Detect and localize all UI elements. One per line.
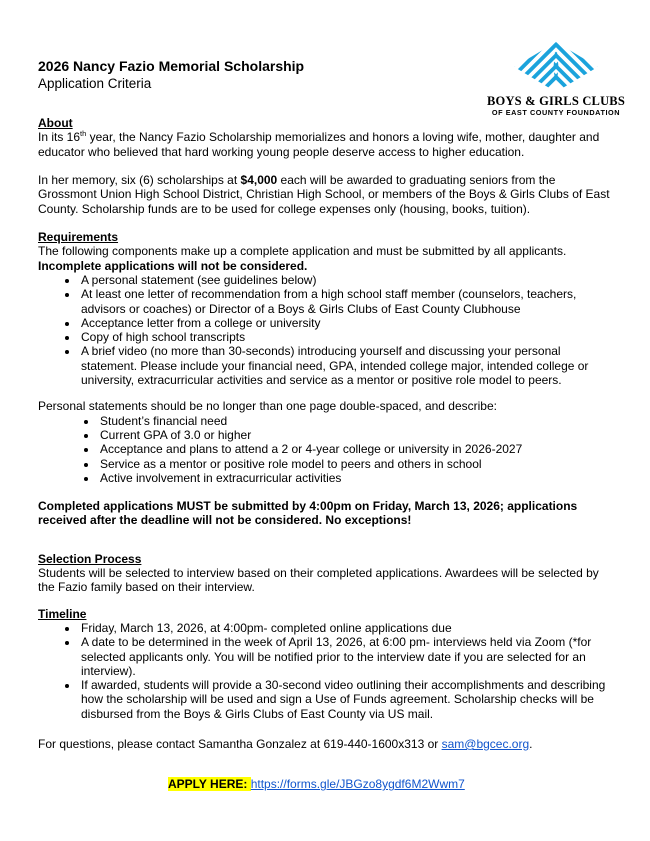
personal-statement-item: • Acceptance and plans to attend a 2 or 4-year college or university in 2026-2027 — [98, 442, 612, 456]
logo-org-tagline: OF EAST COUNTY FOUNDATION — [491, 108, 621, 117]
timeline-heading: Timeline — [38, 606, 87, 621]
org-logo — [486, 42, 626, 118]
contact-line — [38, 737, 612, 751]
timeline-list — [38, 621, 612, 721]
timeline-item: • If awarded, students will provide a 30-second video outlining their accomplishments and describing how the scholarship will be used and sign a Use of Funds agreement. Scholarship checks will be disbursed from the Boys & Girls Clubs of East County via US mail. — [79, 678, 612, 721]
timeline-item: • A date to be determined in the week of April 13, 2026, at 6:00 pm- interviews held via Zoom (*for selected applicants only. You will be notified prior to the interview date if you are selected for an interview). — [79, 635, 612, 678]
logo-org-name: BOYS & GIRLS CLUBS — [486, 94, 625, 108]
apply-line — [38, 777, 612, 791]
section-about — [38, 116, 612, 216]
document-header — [38, 58, 625, 117]
personal-statement-item: • Student’s financial need — [98, 414, 612, 428]
text-run: In her memory, six (6) scholarships at — [38, 173, 241, 188]
personal-statement-intro: Personal statements should be no longer than one page double-spaced, and describe: — [38, 399, 497, 414]
personal-statement-list — [38, 414, 612, 485]
document-title: 2026 Nancy Fazio Memorial Scholarship — [38, 58, 305, 74]
apply-here-label: APPLY HERE: — [168, 777, 248, 792]
deadline-notice: Completed applications MUST be submitted by 4:00pm on Friday, March 13, 2026; applications received after the deadline will not be considered. No exceptions! — [38, 499, 578, 528]
text-run: year, the Nancy Fazio Scholarship memorializes and honors a loving wife, mother, daughter and educator who believed that hard working young people deserve access to higher education. — [38, 130, 600, 159]
personal-statement-item: • Service as a mentor or positive role model to peers and others in school — [98, 457, 612, 471]
requirement-item: • A brief video (no more than 30-seconds) introducing yourself and discussing your personal statement. Please include your financial need, GPA, intended college major, intended college or university, extracurricular activities and service as a mentor or positive role model to peers. — [79, 344, 612, 387]
section-timeline — [38, 607, 612, 721]
requirements-heading: Requirements — [38, 230, 119, 245]
personal-statement-item: • Active involvement in extracurricular activities — [98, 471, 612, 485]
document-subtitle: Application Criteria — [38, 76, 152, 91]
text-run: . — [529, 736, 533, 751]
requirement-item: • Copy of high school transcripts — [79, 330, 612, 344]
text-run: The following components make up a complete application and must be submitted by all applicants. — [38, 244, 567, 259]
requirements-list — [38, 273, 612, 387]
requirement-item: • Acceptance letter from a college or university — [79, 316, 612, 330]
personal-statement-item: • Current GPA of 3.0 or higher — [98, 428, 612, 442]
section-requirements — [38, 230, 612, 387]
incomplete-warning: Incomplete applications will not be considered. — [38, 258, 308, 273]
text-run: In its 16 — [38, 130, 81, 145]
requirements-intro — [38, 244, 612, 273]
selection-process-heading: Selection Process — [38, 551, 142, 566]
about-heading: About — [38, 116, 73, 130]
section-personal-statement — [38, 399, 612, 485]
award-amount: $4,000 — [240, 173, 278, 188]
about-paragraph-1 — [38, 130, 612, 159]
section-selection-process — [38, 552, 612, 595]
selection-process-body: Students will be selected to interview based on their completed applications. Awardees will be selected by the Fazio family based on their interview. — [38, 566, 599, 595]
ordinal-superscript: th — [80, 129, 87, 139]
about-paragraph-2 — [38, 173, 612, 216]
requirement-item: • At least one letter of recommendation from a high school staff member (counselors, teachers, advisors or coaches) or Director of a Boys & Girls Clubs of East County Clubhouse — [79, 287, 612, 316]
paragraph-spacer — [38, 159, 612, 173]
text-run: each will be awarded to graduating seniors from the Grossmont Union High School District, Christian High School, or members of the Boys & Girls Clubs of East County. Scholarship funds are to be used for college expenses only (housing, books, tuition). — [38, 173, 610, 216]
text-run: For questions, please contact Samantha Gonzalez at 619-440-1600x313 or — [38, 736, 442, 751]
apply-form-link[interactable]: https://forms.gle/JBGzo8ygdf6M2Wwm7 — [250, 777, 465, 792]
timeline-item: • Friday, March 13, 2026, at 4:00pm- completed online applications due — [79, 621, 612, 635]
contact-email-link[interactable]: sam@bgcec.org — [441, 736, 530, 751]
requirement-item: • A personal statement (see guidelines below) — [79, 273, 612, 287]
boys-girls-clubs-logo-icon — [514, 42, 598, 92]
